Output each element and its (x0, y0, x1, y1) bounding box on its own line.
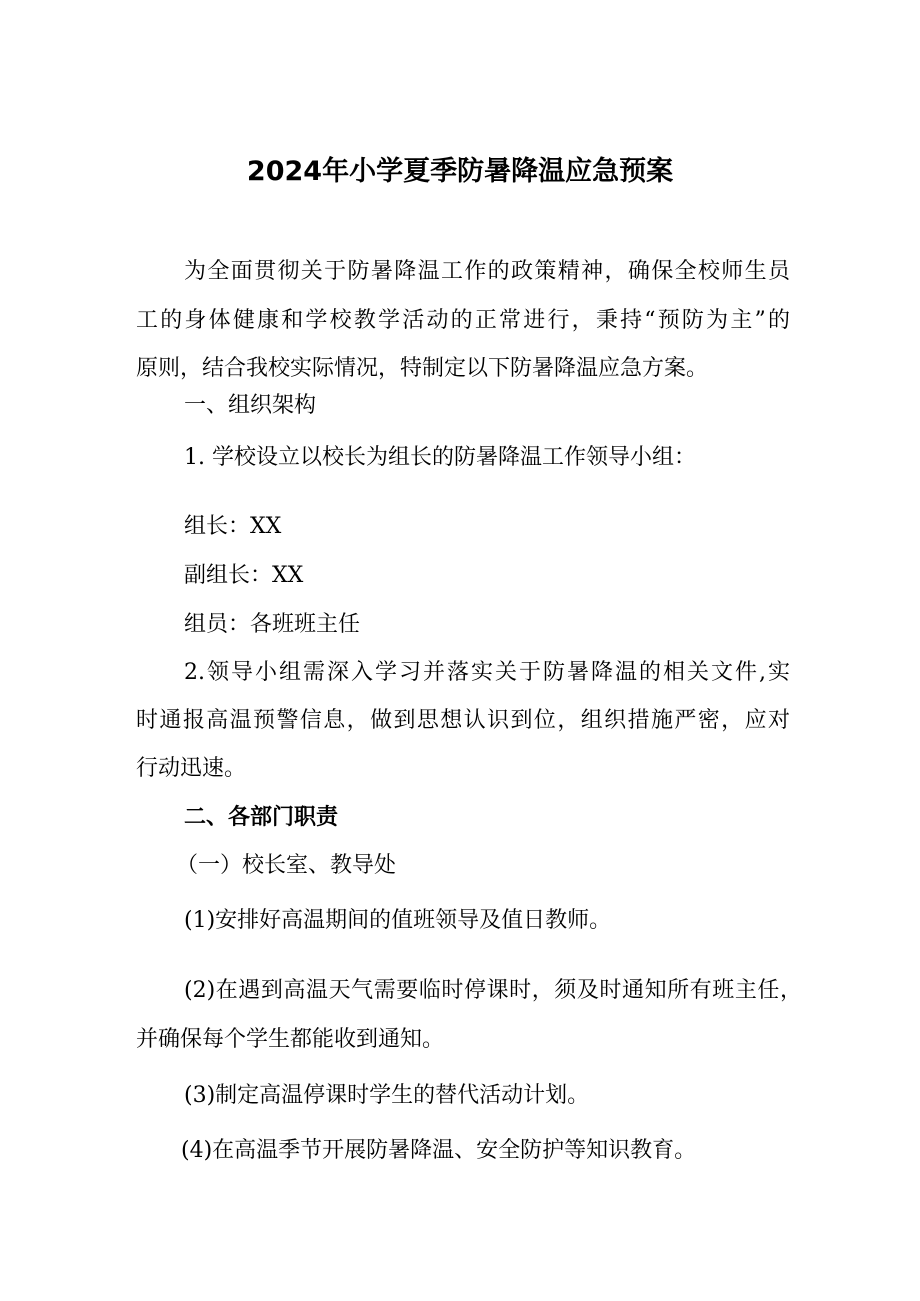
group-leader: 组长：XX (184, 514, 282, 539)
section-2-heading: 二、各部门职责 (184, 805, 339, 830)
section-1-item-1: 1. 学校设立以校长为组长的防暑降温工作领导小组： (184, 445, 696, 470)
document-title: 2024年小学夏季防暑降温应急预案 (246, 156, 674, 187)
section-1-item-2-line-2: 时通报高温预警信息，做到思想认识到位，组织措施严密，应对 (136, 708, 790, 733)
section-1-item-2-line-3: 行动迅速。 (136, 756, 247, 781)
section-1-heading: 一、组织架构 (184, 393, 317, 418)
group-deputy: 副组长：XX (184, 563, 304, 588)
section-2-p1: (1)安排好高温期间的值班领导及值日教师。 (184, 908, 612, 933)
section-2-sub-1: （一）校长室、教导处 (176, 853, 397, 878)
intro-line-1: 为全面贯彻关于防暑降温工作的政策精神，确保全校师生员 (184, 259, 790, 284)
section-2-p2-line-2: 并确保每个学生都能收到通知。 (136, 1027, 445, 1052)
section-2-p2-line-1: (2)在遇到高温天气需要临时停课时，须及时通知所有班主任， (184, 978, 802, 1003)
section-2-p3: (3)制定高温停课时学生的替代活动计划。 (184, 1083, 590, 1108)
section-1-item-2-line-1: 2.领导小组需深入学习并落实关于防暑降温的相关文件,实 (184, 660, 790, 685)
section-2-p4: (4)在高温季节开展防暑降温、安全防护等知识教育。 (181, 1138, 697, 1163)
intro-line-2: 工的身体健康和学校教学活动的正常进行，秉持“预防为主”的 (136, 308, 790, 333)
intro-line-3: 原则，结合我校实际情况，特制定以下防暑降温应急方案。 (136, 356, 709, 381)
group-members: 组员：各班班主任 (184, 612, 361, 637)
